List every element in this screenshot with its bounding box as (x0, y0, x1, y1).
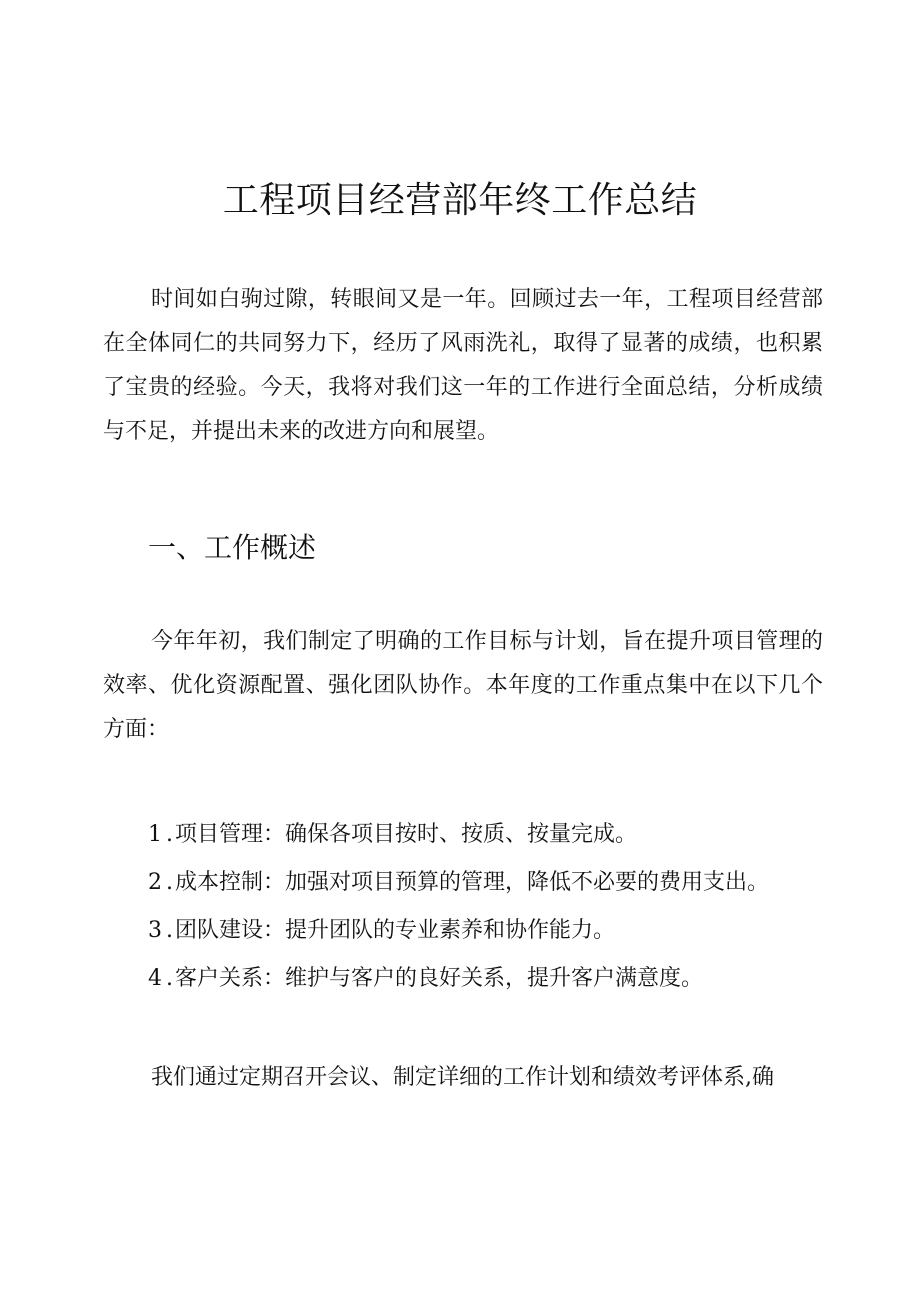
list-item (148, 957, 769, 1005)
list-item-separator: . (166, 918, 173, 943)
list-item (148, 861, 769, 909)
list-item (148, 813, 769, 861)
list-item-text: 项目管理：确保各项目按时、按质、按量完成。 (175, 822, 638, 847)
section-heading: 一、工作概述 (148, 531, 317, 564)
list-item-number: 2 (148, 870, 162, 895)
list-item-number: 1 (148, 822, 162, 847)
list-item-text: 成本控制：加强对项目预算的管理，降低不必要的费用支出。 (175, 870, 770, 895)
list-item-separator: . (166, 870, 173, 895)
section-paragraph: 今年年初，我们制定了明确的工作目标与计划，旨在提升项目管理的效率、优化资源配置、强化团队协作。本年度的工作重点集中在以下几个方面： (103, 629, 823, 742)
list-item-text: 团队建设：提升团队的专业素养和协作能力。 (175, 918, 616, 943)
list-item-separator: . (166, 966, 173, 991)
document-title: 工程项目经营部年终工作总结 (222, 180, 698, 221)
list-item-number: 3 (148, 918, 162, 943)
closing-paragraph: 我们通过定期召开会议、制定详细的工作计划和绩效考评体系,确 (151, 1065, 774, 1090)
work-focus-list (148, 813, 769, 1005)
intro-paragraph: 时间如白驹过隙，转眼间又是一年。回顾过去一年，工程项目经营部在全体同仁的共同努力下，经历了风雨洗礼，取得了显著的成绩，也积累了宝贵的经验。今天，我将对我们这一年的工作进行全面总结，分析成绩与不足，并提出未来的改进方向和展望。 (103, 287, 823, 444)
list-item-number: 4 (148, 966, 162, 991)
list-item (148, 909, 769, 957)
list-item-separator: . (166, 822, 173, 847)
list-item-text: 客户关系：维护与客户的良好关系，提升客户满意度。 (175, 966, 704, 991)
